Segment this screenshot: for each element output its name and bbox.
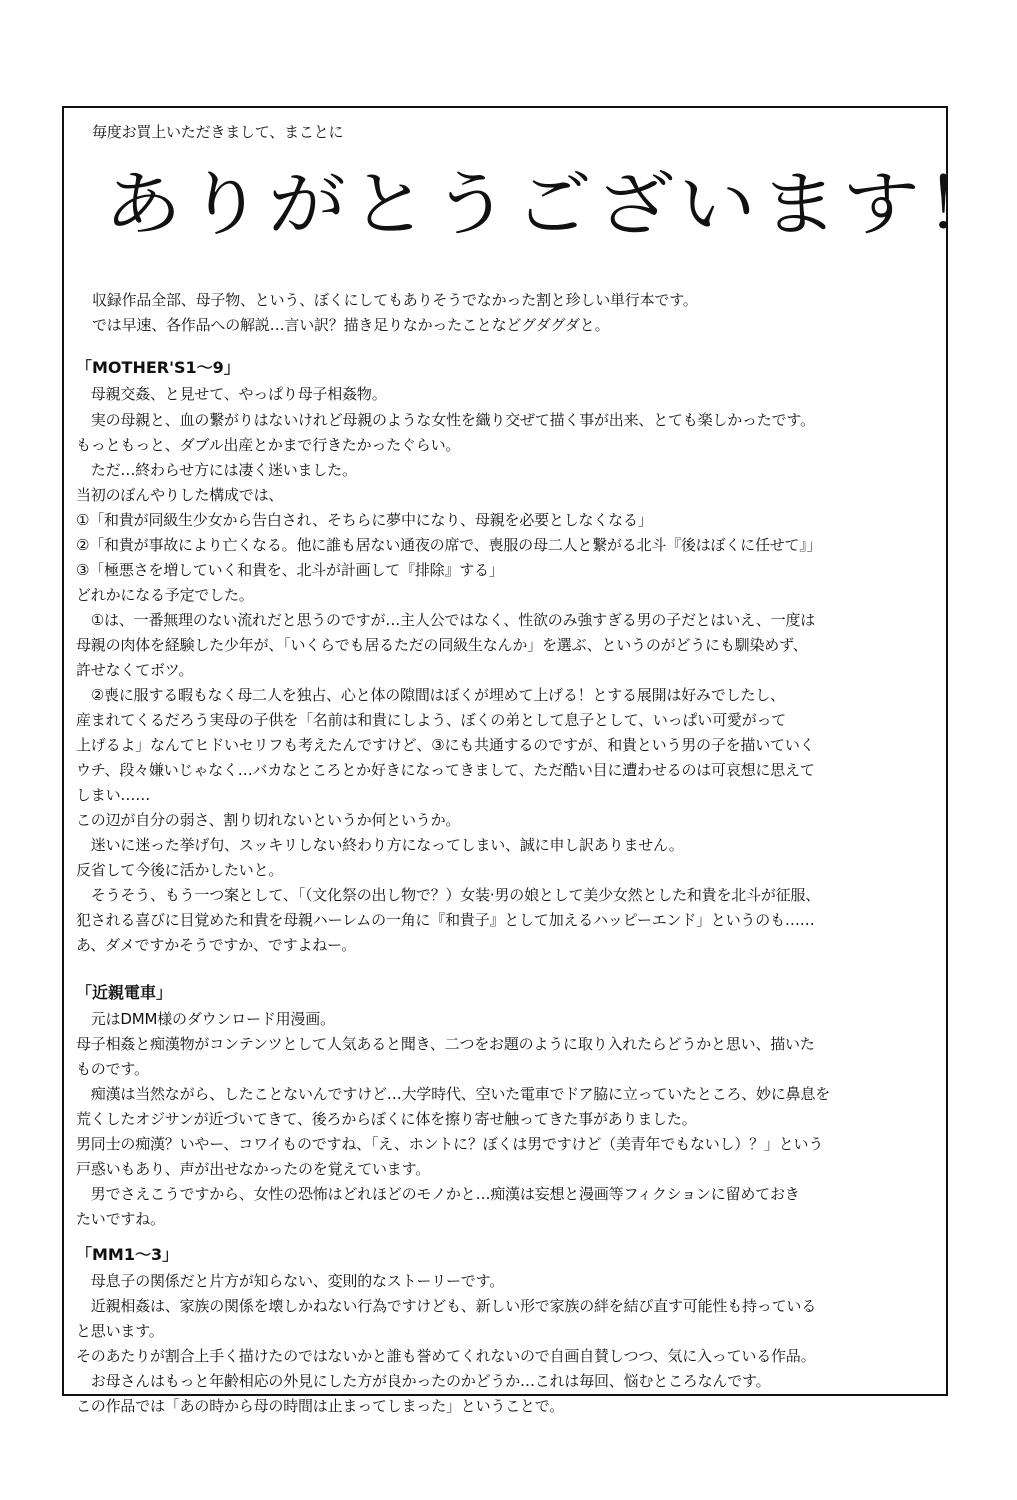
body-line: 男同士の痴漢？いやー、コワイものですね、「え、ホントに？ぼくは男ですけど（美青年でもないし）？」という: [76, 1135, 824, 1153]
body-line: 上げるよ」なんてヒドいセリフも考えたんですけど、③にも共通するのですが、和貴という男の子を描いていく: [76, 736, 815, 754]
body-line: ウチ、段々嫌いじゃなく…バカなところとか好きになってきまして、ただ酷い目に遭わせるのは可哀想に思えて: [76, 761, 815, 779]
body-line: 反省して今後に活かしたいと。: [76, 861, 284, 879]
body-line: そうそう、もう一つ案として、「（文化祭の出し物で？）女装·男の娘として美少女然とした和貴を北斗が征服、: [76, 886, 821, 904]
body-line: ①「和貴が同級生少女から告白され、そちらに夢中になり、母親を必要としなくなる」: [76, 511, 653, 529]
body-line: 男でさえこうですから、女性の恐怖はどれほどのモノかと…痴漢は妄想と漫画等フィクションに留めておき: [76, 1185, 800, 1203]
body-line: 近親相姦は、家族の関係を壊しかねない行為ですけども、新しい形で家族の絆を結び直す可能性も持っている: [76, 1297, 817, 1315]
body-line: 実の母親と、血の繋がりはないけれど母親のような女性を織り交ぜて描く事が出来、とても楽しかったです。: [76, 411, 815, 429]
body-line: しまい……: [76, 786, 151, 804]
body-line: この作品では「あの時から母の時間は止まってしまった」ということで。: [76, 1397, 565, 1415]
section-title-mm: 「MM1～3」: [76, 1245, 179, 1264]
body-line: 元はDMM様のダウンロード用漫画。: [76, 1010, 335, 1028]
body-line: 母息子の関係だと片方が知らない、変則的なストーリーです。: [76, 1272, 505, 1290]
body-line: 当初のぼんやりした構成では、: [76, 486, 284, 504]
body-line: 痴漢は当然ながら、したことないんですけど…大学時代、空いた電車でドア脇に立っていたところ、妙に鼻息を: [76, 1085, 831, 1103]
body-line: ただ…終わらせ方には凄く迷いました。: [76, 461, 357, 479]
body-line: 戸惑いもあり、声が出せなかったのを覚えています。: [76, 1160, 431, 1178]
body-line: ②「和貴が事故により亡くなる。他に誰も居ない通夜の席で、喪服の母二人と繋がる北斗『後はぼくに任せて』」: [76, 536, 822, 554]
body-line: 迷いに迷った挙げ句、スッキリしない終わり方になってしまい、誠に申し訳ありません。: [76, 836, 684, 854]
body-line: ものです。: [76, 1060, 149, 1078]
lead-line: 収録作品全部、母子物、という、ぼくにしてもありそうでなかった割と珍しい単行本です。: [92, 291, 698, 309]
body-line: 許せなくてボツ。: [76, 661, 194, 679]
body-line: ②喪に服する暇もなく母二人を独占、心と体の隙間はぼくが埋めて上げる！とする展開は好みでしたし、: [76, 686, 785, 704]
body-line: と思います。: [76, 1322, 164, 1340]
thanks-heading: ありがとうございます！: [104, 164, 1007, 246]
body-line: 荒くしたオジサンが近づいてきて、後ろからぼくに体を擦り寄せ触ってきた事がありました。: [76, 1110, 697, 1128]
intro-text: 毎度お買上いただきまして、まことに: [92, 123, 344, 141]
body-line: どれかになる予定でした。: [76, 586, 254, 604]
body-line: 母親の肉体を経験した少年が、「いくらでも居るただの同級生なんか」を選ぶ、というのがどうにも馴染めず、: [76, 636, 808, 654]
body-line: お母さんはもっと年齢相応の外見にした方が良かったのかどうか…これは毎回、悩むところなんです。: [76, 1372, 771, 1390]
body-line: 母子相姦と痴漢物がコンテンツとして人気あると聞き、二つをお題のように取り入れたらどうかと思い、描いた: [76, 1035, 815, 1053]
body-line: 母親交姦、と見せて、やっぱり母子相姦物。: [76, 385, 387, 403]
body-line: 産まれてくるだろう実母の子供を「名前は和貴にしよう、ぼくの弟として息子として、いっぱい可愛がって: [76, 711, 787, 729]
body-line: そのあたりが割合上手く描けたのではないかと誰も誉めてくれないので自画自賛しつつ、気に入っている作品。: [76, 1347, 816, 1365]
section-title-mothers: 「MOTHER'S1～9」: [76, 358, 240, 377]
lead-line: では早速、各作品への解説…言い訳？描き足りなかったことなどグダグダと。: [92, 316, 610, 334]
body-line: ①は、一番無理のない流れだと思うのですが…主人公ではなく、性欲のみ強すぎる男の子だとはいえ、一度は: [76, 611, 816, 629]
body-line: ③「極悪さを増していく和貴を、北斗が計画して『排除』する」: [76, 561, 504, 579]
body-line: あ、ダメですかそうですか、ですよねー。: [76, 936, 357, 954]
body-line: たいですね。: [76, 1210, 165, 1228]
body-line: 犯される喜びに目覚めた和貴を母親ハーレムの一角に『和貴子』として加えるハッピーエンド」というのも……: [76, 911, 815, 929]
body-line: この辺が自分の弱さ、割り切れないというか何というか。: [76, 811, 461, 829]
section-title-kinshin-densha: 「近親電車」: [76, 983, 173, 1002]
body-line: もっともっと、ダブル出産とかまで行きたかったぐらい。: [76, 436, 461, 454]
